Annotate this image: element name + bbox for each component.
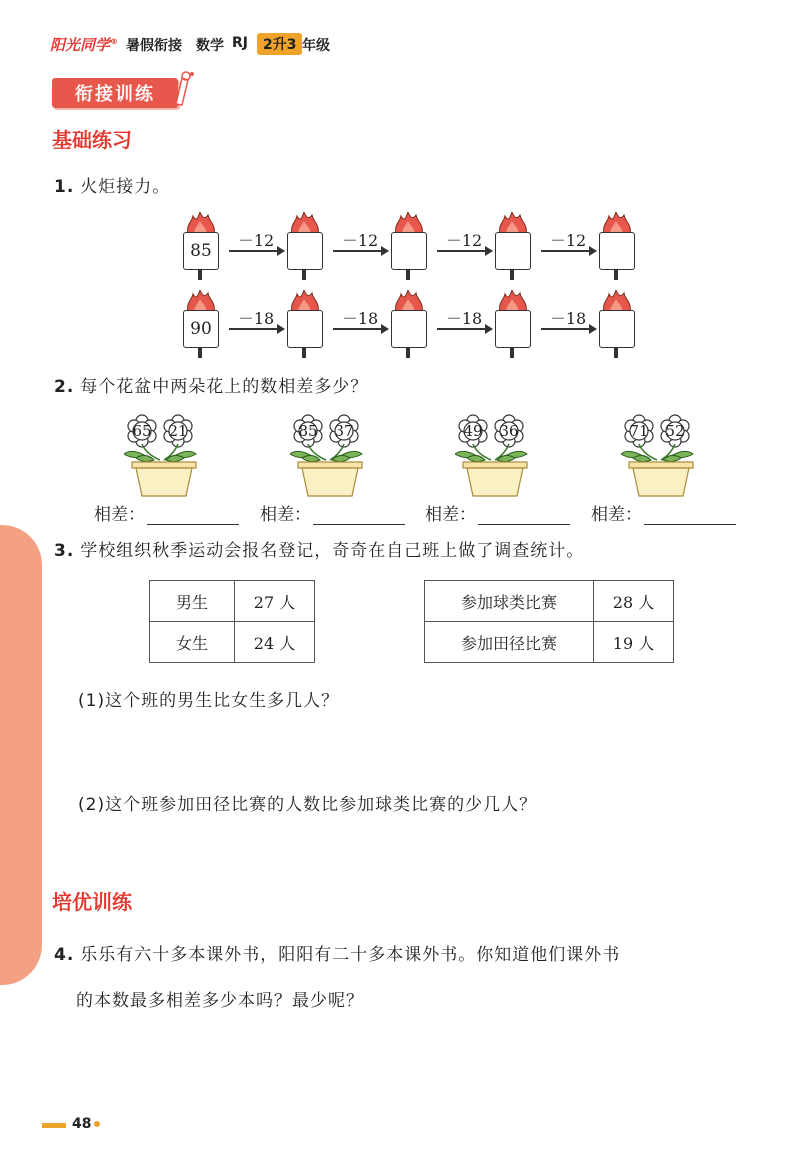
torch-handle bbox=[614, 348, 618, 358]
subtract-arrow bbox=[539, 308, 597, 336]
flame-icon bbox=[186, 212, 216, 234]
torch bbox=[495, 296, 531, 368]
flame-icon bbox=[498, 290, 528, 312]
arrow-label: －12 bbox=[445, 231, 483, 250]
side-decoration-band bbox=[0, 525, 42, 985]
flower-number-left: 85 bbox=[298, 422, 318, 440]
table-row bbox=[425, 581, 674, 622]
question-4-number: 4. bbox=[54, 945, 75, 965]
flower-number-left: 71 bbox=[629, 422, 649, 440]
flower-pot bbox=[290, 414, 370, 502]
torch-handle bbox=[614, 270, 618, 280]
torch bbox=[391, 218, 427, 290]
page-number-bar bbox=[42, 1123, 66, 1128]
arrow-head-icon bbox=[589, 246, 597, 256]
difference-answer bbox=[591, 500, 736, 525]
torch bbox=[599, 218, 635, 290]
torch bbox=[287, 218, 323, 290]
table-row bbox=[425, 622, 674, 663]
arrow-head-icon bbox=[589, 324, 597, 334]
arrow-label: －12 bbox=[341, 231, 379, 250]
torch-answer-box[interactable] bbox=[287, 232, 323, 270]
torch bbox=[183, 296, 219, 368]
torch-start-value: 90 bbox=[183, 310, 219, 348]
question-2-number: 2. bbox=[54, 377, 75, 397]
flower-number-left: 65 bbox=[132, 422, 152, 440]
answer-blank[interactable] bbox=[478, 523, 570, 525]
table-cell-label: 男生 bbox=[150, 581, 235, 622]
arrow-line bbox=[229, 328, 279, 330]
difference-label: 相差： bbox=[94, 505, 145, 525]
header-series: 暑假衔接 bbox=[126, 38, 182, 54]
torch-answer-box[interactable] bbox=[599, 232, 635, 270]
arrow-head-icon bbox=[485, 324, 493, 334]
torch-start-value: 85 bbox=[183, 232, 219, 270]
flame-icon bbox=[186, 290, 216, 312]
subtract-arrow bbox=[435, 308, 493, 336]
arrow-line bbox=[437, 250, 487, 252]
header-grade-suffix: 年级 bbox=[302, 38, 330, 54]
torch-handle bbox=[198, 348, 202, 358]
table-cell-value: 19 人 bbox=[594, 622, 674, 663]
answer-blank[interactable] bbox=[313, 523, 405, 525]
section-title-advanced: 培优训练 bbox=[52, 890, 132, 914]
section-banner: 衔接训练 bbox=[52, 78, 178, 108]
subtract-arrow bbox=[539, 230, 597, 258]
header-edition: RJ bbox=[232, 35, 248, 51]
arrow-head-icon bbox=[381, 246, 389, 256]
answer-blank[interactable] bbox=[644, 523, 736, 525]
header-subject: 数学 bbox=[196, 38, 224, 54]
flower-number-right: 52 bbox=[665, 422, 685, 440]
torch-handle bbox=[406, 348, 410, 358]
torch-answer-box[interactable] bbox=[599, 310, 635, 348]
flower-pot bbox=[621, 414, 701, 502]
flame-icon bbox=[498, 212, 528, 234]
pencil-icon bbox=[172, 70, 196, 106]
gender-table bbox=[149, 580, 315, 663]
arrow-label: －12 bbox=[237, 231, 275, 250]
table-cell-label: 参加球类比赛 bbox=[425, 581, 594, 622]
arrow-label: －18 bbox=[341, 309, 379, 328]
difference-label: 相差： bbox=[425, 505, 476, 525]
arrow-line bbox=[229, 250, 279, 252]
torch-answer-box[interactable] bbox=[495, 232, 531, 270]
torch-handle bbox=[406, 270, 410, 280]
arrow-label: －18 bbox=[549, 309, 587, 328]
torch-answer-box[interactable] bbox=[391, 232, 427, 270]
grade-badge: 2升3 bbox=[257, 33, 302, 55]
question-2-text: 每个花盆中两朵花上的数相差多少？ bbox=[80, 377, 369, 397]
arrow-label: －18 bbox=[237, 309, 275, 328]
table-cell-value: 28 人 bbox=[594, 581, 674, 622]
torch-answer-box[interactable] bbox=[287, 310, 323, 348]
table-row bbox=[150, 622, 315, 663]
subtract-arrow bbox=[435, 230, 493, 258]
arrow-line bbox=[333, 328, 383, 330]
difference-answer bbox=[425, 500, 570, 525]
subtract-arrow bbox=[331, 230, 389, 258]
question-4-line-1: 4. 乐乐有六十多本课外书，阳阳有二十多本课外书。你知道他们课外书 bbox=[54, 945, 621, 965]
torch-handle bbox=[302, 348, 306, 358]
arrow-line bbox=[333, 250, 383, 252]
torch-handle bbox=[510, 270, 514, 280]
flame-icon bbox=[602, 290, 632, 312]
arrow-head-icon bbox=[277, 324, 285, 334]
flame-icon bbox=[290, 290, 320, 312]
table-cell-value: 27 人 bbox=[235, 581, 315, 622]
flower-pot bbox=[455, 414, 535, 502]
flame-icon bbox=[290, 212, 320, 234]
question-3-sub-2: (2)这个班参加田径比赛的人数比参加球类比赛的少几人？ bbox=[78, 795, 538, 815]
brand-logo: 阳光同学® bbox=[50, 36, 119, 54]
flower-pot bbox=[124, 414, 204, 502]
question-3-number: 3. bbox=[54, 541, 75, 561]
difference-label: 相差： bbox=[260, 505, 311, 525]
arrow-label: －12 bbox=[549, 231, 587, 250]
torch bbox=[599, 296, 635, 368]
question-1-number: 1. bbox=[54, 177, 75, 197]
table-cell-value: 24 人 bbox=[235, 622, 315, 663]
subtract-arrow bbox=[227, 308, 285, 336]
flower-number-right: 21 bbox=[168, 422, 188, 440]
arrow-head-icon bbox=[485, 246, 493, 256]
table-row bbox=[150, 581, 315, 622]
difference-label: 相差： bbox=[591, 505, 642, 525]
question-1-text: 火炬接力。 bbox=[80, 177, 171, 197]
subtract-arrow bbox=[331, 308, 389, 336]
question-3-text: 学校组织秋季运动会报名登记，奇奇在自己班上做了调查统计。 bbox=[80, 541, 585, 561]
section-title-basic: 基础练习 bbox=[52, 128, 132, 152]
flame-icon bbox=[394, 212, 424, 234]
question-3 bbox=[54, 536, 584, 561]
torch bbox=[183, 218, 219, 290]
torch bbox=[287, 296, 323, 368]
difference-answer bbox=[260, 500, 405, 525]
torch-handle bbox=[198, 270, 202, 280]
arrow-head-icon bbox=[277, 246, 285, 256]
answer-blank[interactable] bbox=[147, 523, 239, 525]
event-table bbox=[424, 580, 674, 663]
page-number: 48 bbox=[72, 1116, 92, 1132]
flame-icon bbox=[602, 212, 632, 234]
flower-number-right: 37 bbox=[334, 422, 354, 440]
arrow-line bbox=[541, 250, 591, 252]
table-cell-label: 女生 bbox=[150, 622, 235, 663]
torch-answer-box[interactable] bbox=[495, 310, 531, 348]
question-4-line-2: 的本数最多相差多少本吗？最少呢？ bbox=[76, 991, 364, 1011]
flower-number-right: 36 bbox=[499, 422, 519, 440]
arrow-label: －18 bbox=[445, 309, 483, 328]
question-1 bbox=[54, 172, 170, 197]
torch bbox=[391, 296, 427, 368]
difference-answer bbox=[94, 500, 239, 525]
arrow-head-icon bbox=[381, 324, 389, 334]
arrow-line bbox=[437, 328, 487, 330]
arrow-line bbox=[541, 328, 591, 330]
subtract-arrow bbox=[227, 230, 285, 258]
torch-handle bbox=[302, 270, 306, 280]
torch-handle bbox=[510, 348, 514, 358]
question-2 bbox=[54, 372, 368, 397]
question-3-sub-1: (1)这个班的男生比女生多几人？ bbox=[78, 691, 340, 711]
torch-answer-box[interactable] bbox=[391, 310, 427, 348]
flower-number-left: 49 bbox=[463, 422, 483, 440]
torch bbox=[495, 218, 531, 290]
flame-icon bbox=[394, 290, 424, 312]
page-number-dot bbox=[94, 1121, 100, 1127]
table-cell-label: 参加田径比赛 bbox=[425, 622, 594, 663]
